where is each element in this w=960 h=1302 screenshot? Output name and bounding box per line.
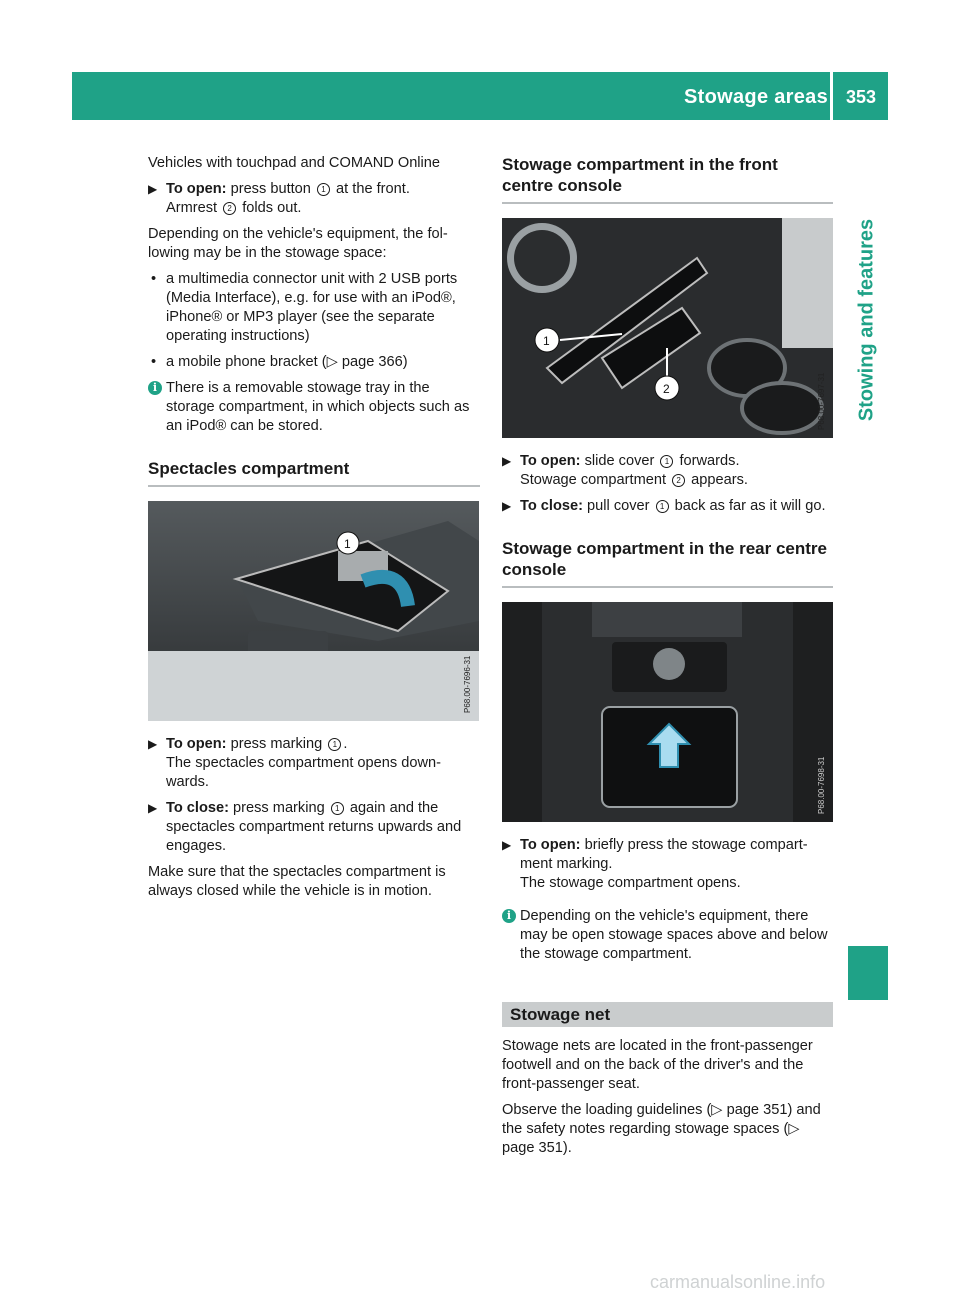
info-note: i Depending on the vehicle's equipment, there may be open stowage spaces above and below the stowage compartment.: [502, 907, 833, 964]
instruction-spec-open: ▶ To open: press marking 1 . The spectacles compartment opens down-wards.: [148, 736, 441, 790]
instruction-front-open: ▶ To open: slide cover 1 forwards. Stowage compartment 2 appears.: [502, 453, 748, 488]
info-icon: i: [502, 909, 516, 923]
spectacles-photo: [148, 501, 479, 721]
info-note: i There is a removable stowage tray in the storage compartment, in which objects such as an iPod® can be stored.: [148, 379, 480, 436]
callout-2-icon: 2: [663, 382, 670, 396]
page-title: Stowage areas: [684, 86, 828, 108]
instruction-spec-close: ▶ To close: press marking 1 again and the spectacles compartment returns upwards and engages.: [148, 800, 462, 854]
callout-1-icon: 1: [317, 183, 330, 196]
rear-console-heading: Stowage compartment in the rear centre console: [502, 538, 833, 588]
header-divider: [830, 72, 833, 120]
callout-1-icon: 1: [656, 500, 669, 513]
photo-code: P68.00-7697-31: [817, 372, 826, 430]
right-column: [502, 154, 833, 1165]
front-console-heading: Stowage compartment in the front centre console: [502, 154, 833, 204]
callout-1-icon: 1: [331, 802, 344, 815]
bullet-icon: •: [151, 354, 157, 370]
arrow-icon: ▶: [502, 499, 512, 513]
front-console-photo: [502, 218, 833, 438]
arrow-icon: ▶: [502, 838, 512, 852]
callout-2-icon: 2: [223, 202, 236, 215]
instruction-front-close: ▶ To close: pull cover 1 back as far as it will go.: [502, 498, 826, 514]
arrow-icon: ▶: [148, 182, 158, 196]
net-text-2[interactable]: Observe the loading guidelines (▷ page 351) and the safety notes regarding stowage spaces (▷ page 351).: [502, 1102, 821, 1156]
side-tab-block: [848, 946, 888, 1000]
make-sure-text: Make sure that the spectacles compartment is always closed while the vehicle is in motion.: [148, 864, 446, 899]
watermark: carmanualsonline.info: [650, 1272, 826, 1292]
list-item: • a multimedia connector unit with 2 USB ports (Media Interface), e.g. for use with an iPod®, iPhone® or MP3 player (see the separate operating instructions): [151, 271, 458, 344]
callout-1-icon: 1: [660, 455, 673, 468]
callout-1-icon: 1: [543, 334, 550, 348]
stowage-net-heading: Stowage net: [502, 1002, 833, 1027]
page-number: 353: [846, 87, 877, 107]
rear-console-photo: [502, 602, 833, 822]
arrow-icon: ▶: [502, 454, 512, 468]
bullet-icon: •: [151, 271, 157, 287]
spectacles-illustration: [148, 501, 479, 721]
net-text-1: Stowage nets are located in the front-passenger footwell and on the back of the driver's and the front-passenger seat.: [502, 1038, 813, 1092]
list-item: • a mobile phone bracket (▷ page 366): [151, 354, 408, 370]
arrow-icon: ▶: [148, 737, 158, 751]
spectacles-heading: Spectacles compartment: [148, 458, 480, 487]
rear-console-illustration: [502, 602, 833, 822]
instruction-open: ▶ To open: press button 1 at the front. Armrest 2 folds out.: [148, 181, 410, 216]
left-column: [148, 154, 480, 908]
side-tab-label: Stowing and features: [855, 218, 878, 422]
depending-text: Depending on the vehicle's equipment, the fol-lowing may be in the stowage space:: [148, 226, 448, 261]
instruction-rear-open: ▶ To open: briefly press the stowage compart-ment marking. The stowage compartment opens.: [502, 837, 808, 891]
photo-code: P68.00-7698-31: [817, 756, 826, 814]
arrow-icon: ▶: [148, 801, 158, 815]
intro-text: Vehicles with touchpad and COMAND Online: [148, 155, 441, 171]
info-icon: i: [148, 381, 162, 395]
callout-2-icon: 2: [672, 474, 685, 487]
front-console-illustration: [502, 218, 833, 438]
photo-code: P68.00-7696-31: [463, 655, 472, 713]
callout-1-icon: 1: [344, 537, 351, 551]
callout-1-icon: 1: [328, 738, 341, 751]
